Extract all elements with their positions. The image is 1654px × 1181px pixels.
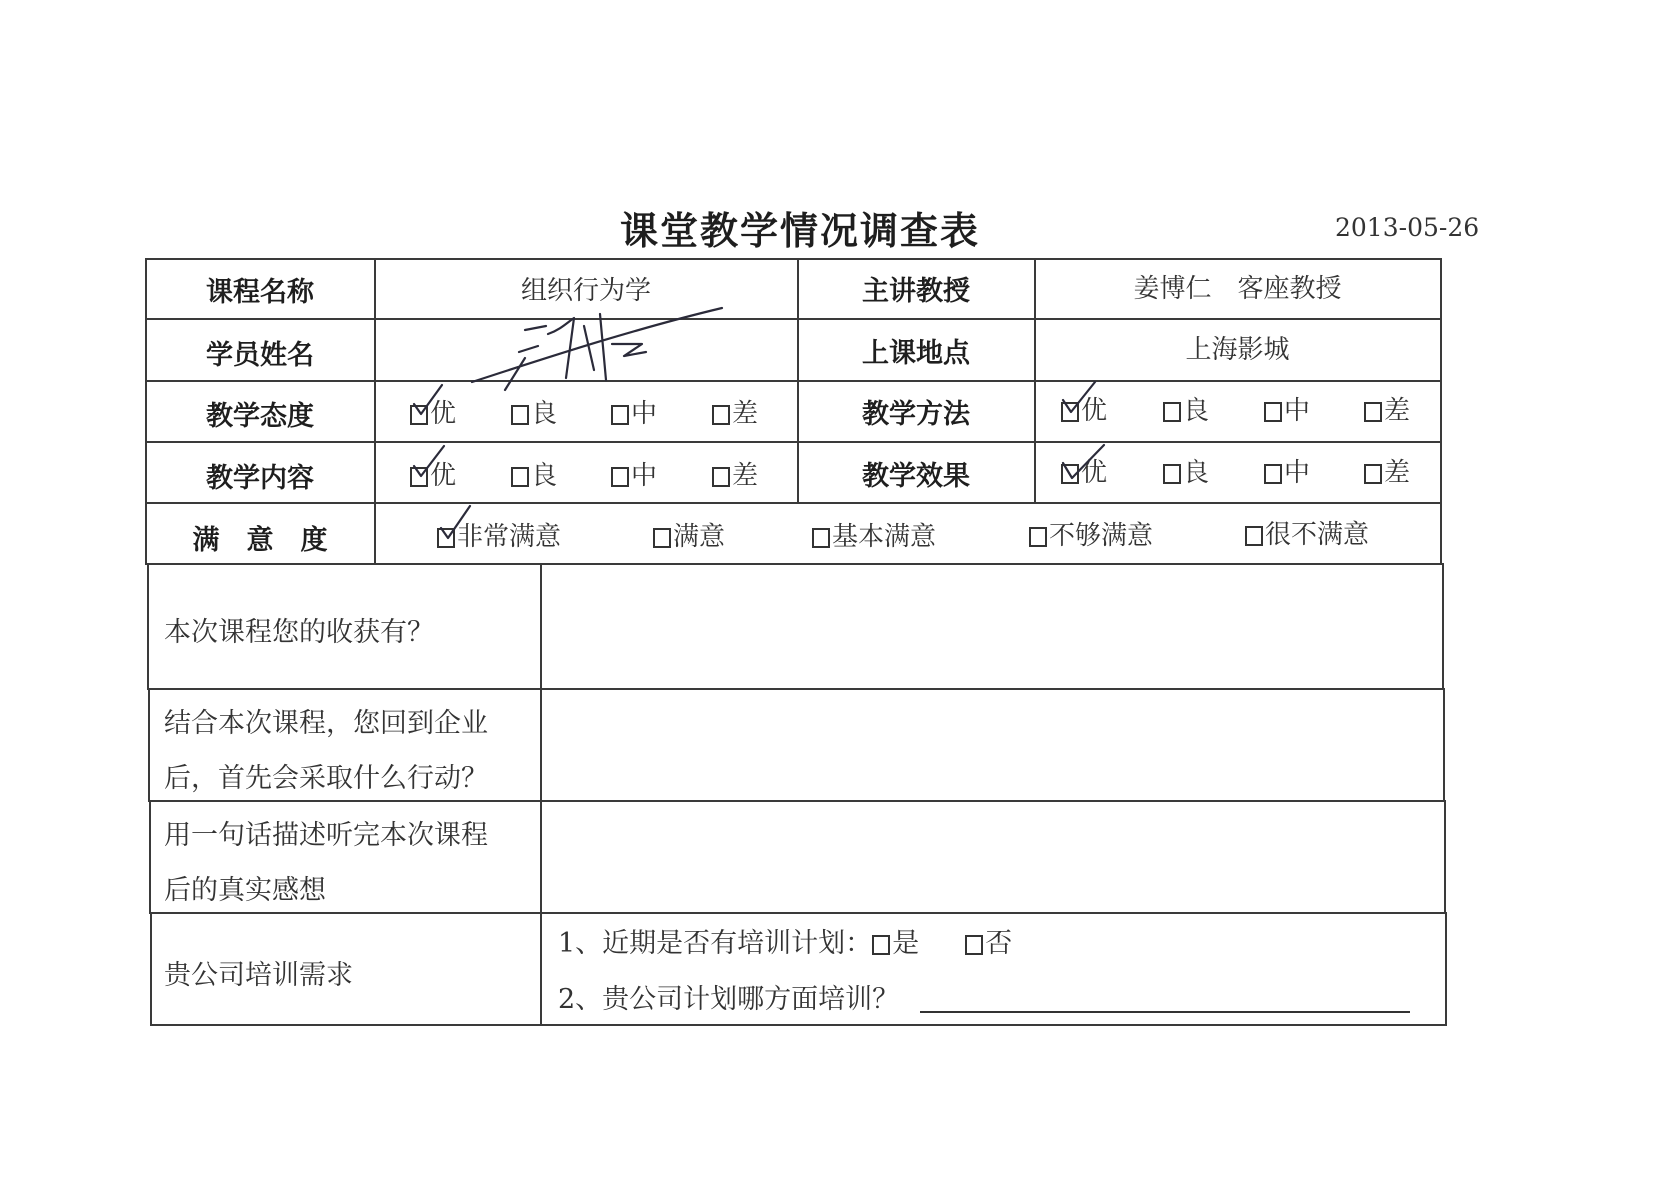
effect-option-2[interactable]: 良 [1163, 452, 1209, 489]
table-divider [147, 688, 1444, 690]
signature [472, 308, 722, 390]
student-name-label: 学员姓名 [206, 340, 314, 371]
table-divider [145, 563, 1444, 565]
checkbox-icon[interactable] [1245, 526, 1263, 546]
effect-option-4[interactable]: 差 [1364, 452, 1410, 489]
table-border-right [1445, 912, 1447, 1026]
question-feeling-line2: 后的真实感想 [164, 875, 326, 906]
table-border-right [1444, 800, 1446, 913]
content-option-3[interactable]: 中 [611, 455, 657, 492]
table-divider [145, 502, 1442, 504]
answer-action[interactable] [544, 692, 1441, 798]
checkbox-icon[interactable] [1264, 402, 1282, 422]
method-label: 教学方法 [862, 399, 970, 430]
question-action-line2: 后，首先会采取什么行动？ [164, 763, 488, 794]
checkbox-icon[interactable] [1264, 464, 1282, 484]
checkbox-icon[interactable] [1163, 464, 1181, 484]
course-name-value[interactable]: 组织行为学 [520, 276, 651, 306]
content-option-4[interactable]: 差 [712, 455, 758, 492]
satisfaction-label: 满 意 度 [192, 525, 328, 556]
table-divider [540, 563, 542, 1026]
question-training-needs: 贵公司培训需求 [164, 960, 353, 991]
satisfaction-option-1[interactable]: 非常满意 [437, 516, 561, 553]
satisfaction-option-3[interactable]: 基本满意 [812, 516, 936, 553]
table-border-right [1440, 258, 1442, 564]
method-option-2[interactable]: 良 [1163, 390, 1209, 427]
table-border-top [145, 258, 1442, 260]
satisfaction-option-2[interactable]: 满意 [653, 516, 725, 553]
checkbox-icon[interactable] [1364, 402, 1382, 422]
answer-feeling[interactable] [544, 804, 1442, 910]
checkbox-icon[interactable] [1163, 402, 1181, 422]
checkbox-icon[interactable] [511, 405, 529, 425]
checkbox-icon[interactable] [410, 405, 428, 425]
table-divider [149, 912, 1446, 914]
checkbox-icon[interactable] [437, 528, 455, 548]
attitude-option-1[interactable]: 优 [410, 393, 456, 430]
location-value[interactable]: 上海影城 [1185, 335, 1290, 365]
form-title: 课堂教学情况调查表 [619, 209, 980, 253]
checkbox-icon[interactable] [812, 528, 830, 548]
method-option-3[interactable]: 中 [1264, 390, 1310, 427]
method-option-1[interactable]: 优 [1061, 390, 1107, 427]
training-plan-question: 1、近期是否有培训计划： 是 否 [558, 928, 1013, 959]
satisfaction-option-5[interactable]: 很不满意 [1245, 514, 1369, 551]
method-option-4[interactable]: 差 [1364, 390, 1410, 427]
checkbox-icon[interactable] [1061, 402, 1079, 422]
location-label: 上课地点 [862, 338, 970, 369]
content-label: 教学内容 [206, 463, 314, 494]
table-divider [145, 441, 1442, 443]
table-border-right [1442, 563, 1444, 689]
answer-gains[interactable] [544, 567, 1440, 686]
table-border-left [147, 563, 149, 689]
checkbox-icon[interactable] [511, 467, 529, 487]
checkbox-icon[interactable] [410, 467, 428, 487]
checkbox-icon[interactable] [712, 405, 730, 425]
attitude-option-4[interactable]: 差 [712, 393, 758, 430]
checkbox-icon[interactable] [611, 405, 629, 425]
checkbox-icon[interactable] [653, 528, 671, 548]
lecturer-label: 主讲教授 [862, 276, 970, 307]
checkbox-icon[interactable] [712, 467, 730, 487]
question-gains: 本次课程您的收获有？ [164, 617, 434, 648]
checkbox-icon[interactable] [1364, 464, 1382, 484]
table-border-left [150, 912, 152, 1026]
content-option-1[interactable]: 优 [410, 455, 456, 492]
table-border-left [148, 688, 150, 801]
checkbox-icon[interactable] [1061, 464, 1079, 484]
checkbox-icon[interactable] [611, 467, 629, 487]
attitude-label: 教学态度 [206, 401, 314, 432]
table-border-left [149, 800, 151, 913]
checkbox-icon[interactable] [872, 935, 890, 955]
question-feeling-line1: 用一句话描述听完本次课程 [164, 820, 488, 851]
table-divider [145, 380, 1442, 382]
table-border-right [1443, 688, 1445, 801]
attitude-option-2[interactable]: 良 [511, 393, 557, 430]
training-area-question: 2、贵公司计划哪方面培训？ [558, 984, 900, 1015]
effect-label: 教学效果 [862, 461, 970, 492]
checkbox-icon[interactable] [1029, 527, 1047, 547]
table-divider [145, 318, 1442, 320]
checkbox-icon[interactable] [965, 935, 983, 955]
course-name-label: 课程名称 [206, 277, 314, 308]
effect-option-1[interactable]: 优 [1061, 452, 1107, 489]
attitude-option-3[interactable]: 中 [611, 393, 657, 430]
form-date: 2013-05-26 [1335, 213, 1480, 242]
effect-option-3[interactable]: 中 [1264, 452, 1310, 489]
satisfaction-option-4[interactable]: 不够满意 [1029, 515, 1153, 552]
lecturer-value[interactable]: 姜博仁 客座教授 [1133, 274, 1342, 304]
training-area-answer-line[interactable] [920, 1011, 1410, 1013]
content-option-2[interactable]: 良 [511, 455, 557, 492]
question-action-line1: 结合本次课程，您回到企业 [164, 708, 488, 739]
